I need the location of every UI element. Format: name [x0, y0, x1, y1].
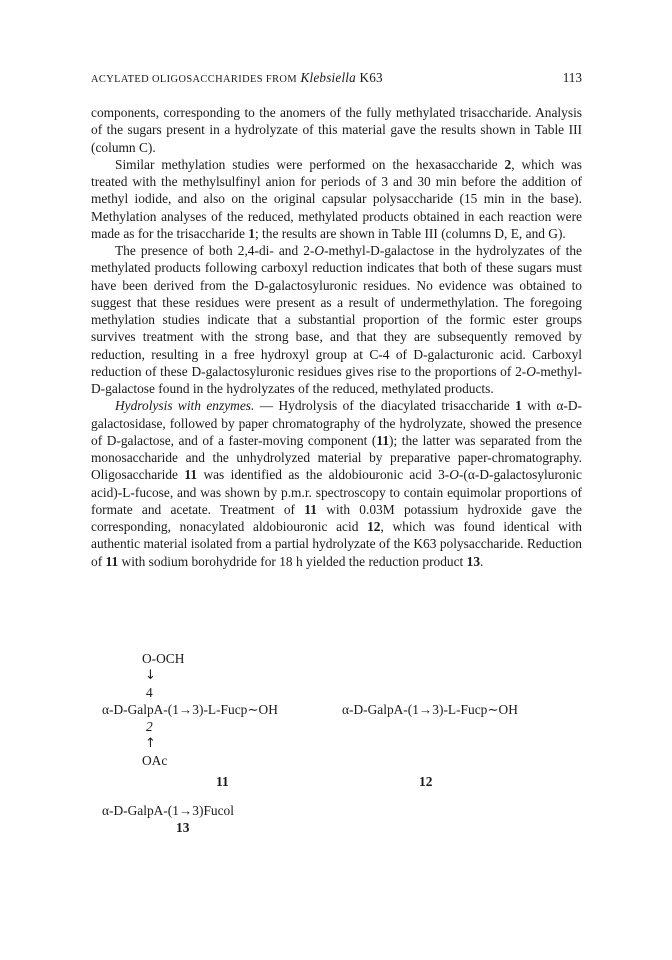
text-run: 2 — [504, 156, 512, 172]
text-run: D — [91, 381, 101, 396]
structure-12-chain: α-D-GalpA-(1→3)-L-Fucp∼OH — [342, 702, 518, 717]
text-run: -galactosidase, followed by paper chromatography of the hydrolyzate, showed the presence of — [91, 398, 582, 448]
structure-11-top-substituent: O-OCH — [142, 651, 185, 666]
text-run: D — [191, 363, 202, 379]
text-run: — Hydrolysis of the diacylated trisaccharide — [254, 398, 516, 414]
running-title — [91, 70, 383, 85]
text-run: -galacturonic acid. Carboxyl reduction of these — [91, 346, 582, 379]
text-run: -galactosyluronic residues gives rise to the proportions of 2- — [201, 363, 527, 379]
text-run: components, corresponding to the anomers of the fully methylated trisaccharide. Analysis of the sugars present in a hydrolyzate of this material gave the results shown in Table III (column C). — [91, 105, 582, 155]
down-arrow-icon: ↓ — [145, 668, 156, 683]
text-run: with 0.03 — [316, 501, 383, 517]
text-run: D — [479, 467, 490, 483]
paragraph — [91, 242, 582, 397]
text-run: 11 — [376, 432, 390, 448]
running-title-caps: ACYLATED OLIGOSACCHARIDES FROM — [91, 74, 297, 85]
text-run: 11 — [304, 501, 317, 517]
text-run: 13 — [466, 553, 481, 569]
text-run: ; the results are shown in Table III (columns D, E, and G). — [254, 225, 566, 241]
text-run: with sodium borohydride for 18 h yielded the reduction product — [118, 553, 467, 569]
text-run: D — [413, 346, 424, 362]
structure-11-bottom-substituent: OAc — [142, 753, 168, 768]
text-run: D — [567, 398, 578, 414]
page-number: 113 — [562, 70, 582, 85]
compound-label-11: 11 — [216, 774, 229, 789]
text-run: , which was treated with the methylsulfinyl anion for periods of 3 and 30 min before the addition of methyl iodide, and also on the original capsular polysaccharide (15 min in the base). Methylation analyses of the reduced, methylated products obtained in each reaction were made as for the trisaccharide — [91, 156, 582, 241]
structure-11-position-4: 4 — [146, 685, 153, 700]
text-run: D — [106, 432, 117, 448]
text-run: Hydrolysis with enzymes. — [115, 398, 255, 414]
text-run: -galactose found in the hydrolyzates of the reduced, methylated products. — [100, 381, 494, 396]
text-run: The presence of both 2,4-di- and 2- — [115, 243, 315, 258]
paragraph — [91, 397, 582, 570]
text-run: -(α- — [458, 467, 480, 483]
text-run: -galactose in the hydrolyzates of the methylated products following carboxyl reduction indicates that both of these sugars must have been derived from the — [91, 243, 582, 293]
text-run: -galactosyluronic residues. No evidence was obtained to suggest that these residues were present as a result of undermethylation. The foregoing methylation studies indicate that a substantial proportion of the formic ester groups survives treatment with the strong base, and that they are subsequently removed by reduction, resulting in a free hydroxyl group at C-4 of — [91, 277, 582, 362]
structure-11-chain: α-D-GalpA-(1→3)-L-Fucp∼OH — [102, 702, 278, 717]
text-run: -fucose, and was shown by p.m.r. spectroscopy to contain equimolar proportions of formate and acetate. Treatment of — [91, 484, 582, 517]
text-run: 11 — [105, 553, 119, 569]
text-run: was identified as the aldobiouronic acid 3- — [197, 467, 450, 483]
text-run: , which was found identical with authentic material isolated from a partial hydrolyzate of the K63 polysaccharide. Reduction of — [91, 519, 582, 569]
text-run: with α- — [521, 398, 568, 414]
text-run: Similar methylation studies were performed on the hexasaccharide — [115, 156, 505, 172]
text-run: O — [314, 243, 325, 258]
text-run: . — [480, 553, 484, 569]
text-run: O — [449, 467, 459, 483]
paragraph — [91, 156, 582, 242]
text-run: O — [526, 363, 536, 379]
text-run: 1 — [515, 398, 522, 414]
up-arrow-icon: ↑ — [145, 736, 156, 751]
text-run: -galactosyluronic acid)- — [91, 467, 582, 500]
text-run: D — [370, 243, 380, 258]
structure-13-chain: α-D-GalpA-(1→3)Fucol — [102, 803, 234, 818]
text-run: 1 — [248, 225, 255, 241]
paragraph — [91, 104, 582, 156]
running-title-strain: K63 — [359, 70, 383, 85]
text-run: D — [254, 277, 265, 293]
compound-label-13: 13 — [176, 820, 190, 835]
text-run: M — [382, 501, 395, 517]
structure-11-position-2: 2 — [146, 719, 153, 734]
compound-label-12: 12 — [419, 774, 433, 789]
text-run: L — [122, 484, 131, 500]
body-text — [91, 104, 582, 570]
text-run: potassium hydroxide gave the corresponding, nonacylated aldobiouronic acid — [91, 501, 582, 534]
text-run: -methyl- — [324, 243, 371, 258]
text-run: 12 — [367, 519, 381, 534]
text-run: 11 — [184, 467, 198, 483]
text-run: -methyl- — [535, 363, 583, 379]
running-header — [91, 70, 582, 88]
running-title-genus: Klebsiella — [300, 70, 356, 85]
text-run: ); the latter was separated from the monosaccharide and the unhydrolyzed material by preparative paper-chromatography. Oligosaccharide — [91, 432, 582, 483]
text-run: -galactose, and of a faster-moving component ( — [116, 432, 377, 448]
